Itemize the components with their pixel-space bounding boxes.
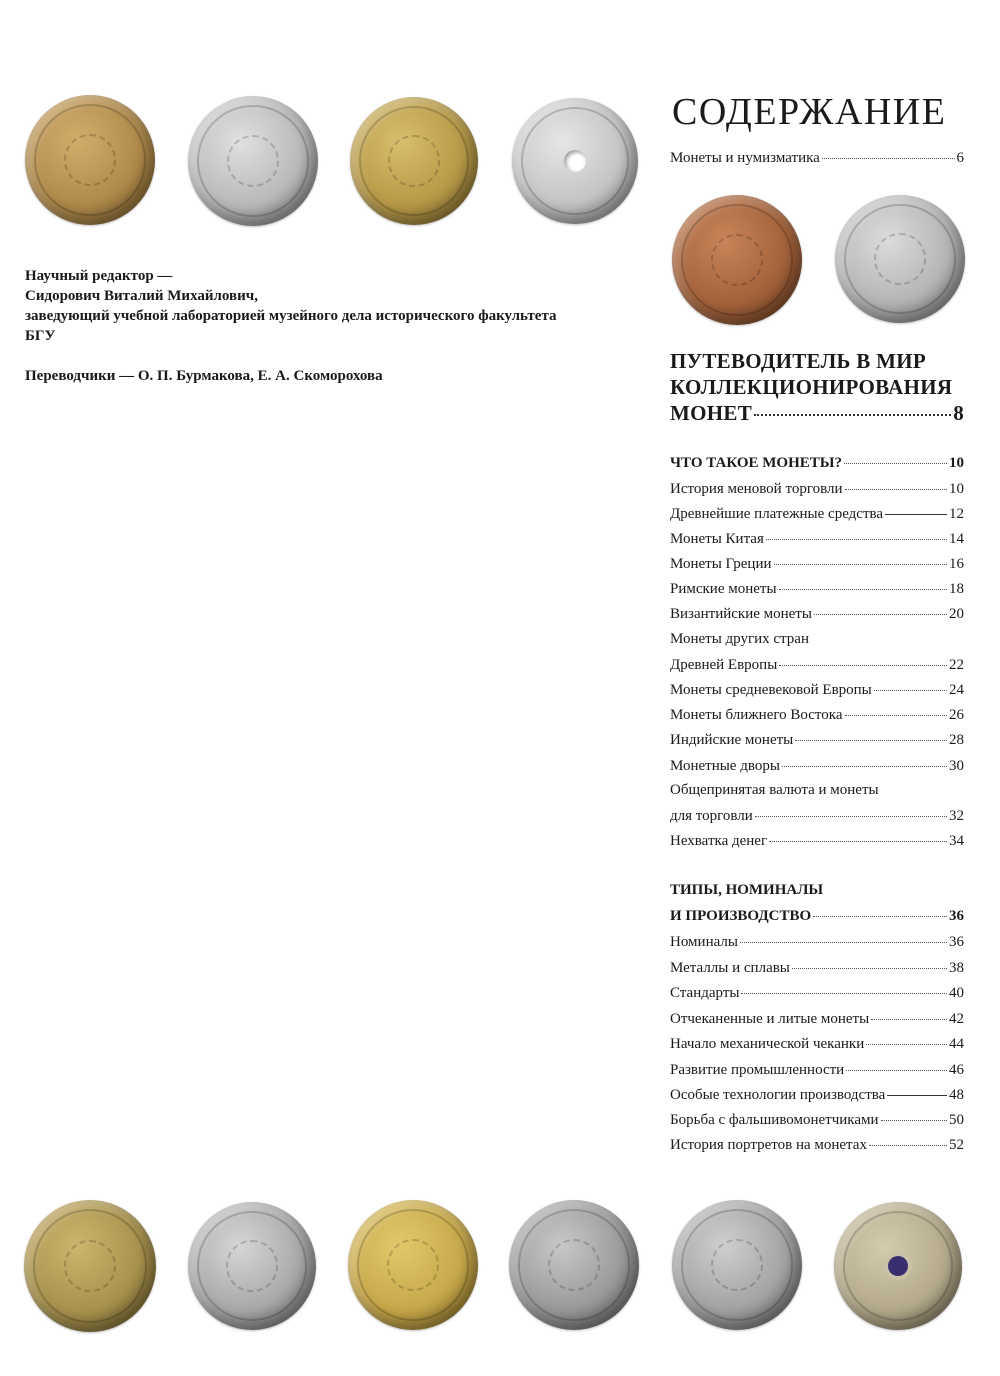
toc-entry[interactable] <box>670 731 964 753</box>
medieval-cross-coin <box>672 1200 802 1330</box>
toc-entry-label: Монетные дворы <box>670 758 780 774</box>
toc-entry[interactable] <box>670 530 964 552</box>
leader-dots <box>813 904 947 917</box>
toc-section2-heading[interactable] <box>670 907 964 929</box>
toc-entry-page: 26 <box>949 707 964 723</box>
part-page: 8 <box>953 401 964 425</box>
credits-block <box>25 266 645 386</box>
toc-entry-page: 42 <box>949 1011 964 1027</box>
editor-position: заведующий учебной лабораторией музейного дела исторического факультета <box>25 308 557 324</box>
leader-dots <box>874 678 947 691</box>
toc-entry[interactable] <box>670 631 964 653</box>
toc-entry-page: 38 <box>949 960 964 976</box>
toc-entry-label: Начало механической чеканки <box>670 1036 865 1052</box>
toc-entry-page: 12 <box>949 506 964 522</box>
leader-dots <box>866 1032 947 1045</box>
toc-entry-page: 18 <box>949 581 964 597</box>
toc-entry[interactable] <box>670 580 964 602</box>
leader-dots <box>779 653 947 666</box>
bermuda-crown-coin <box>188 96 318 226</box>
leader-dots <box>845 703 948 716</box>
toc-entry-label: Металлы и сплавы <box>670 960 790 976</box>
toc-entry-label: Борьба с фальшивомонетчиками <box>670 1112 879 1128</box>
toc-entry-label: История меновой торговли <box>670 481 843 497</box>
leader-dots <box>822 146 955 159</box>
toc-entry[interactable] <box>670 555 964 577</box>
toc-entry[interactable] <box>670 681 964 703</box>
toc-entry[interactable] <box>670 1035 964 1057</box>
leader-dots <box>766 527 947 540</box>
toc-entry[interactable] <box>670 933 964 955</box>
gold-shield-coin <box>350 97 478 225</box>
section-page: 36 <box>949 908 964 924</box>
toc-entry-label: Монеты средневековой Европы <box>670 682 872 698</box>
toc-entry-page: 20 <box>949 606 964 622</box>
section-page: 10 <box>949 455 964 471</box>
leader-dots <box>871 1007 947 1020</box>
toc-entry-label: для торговли <box>670 808 753 824</box>
seated-figure-coin <box>188 1202 316 1330</box>
toc-entry-label: Отчеканенные и литые монеты <box>670 1011 870 1027</box>
toc-entry-label: Византийские монеты <box>670 606 812 622</box>
toc-entry-intro[interactable] <box>670 149 964 171</box>
toc-title: СОДЕРЖАНИЕ <box>672 91 947 133</box>
newfoundland-cent-coin <box>25 95 155 225</box>
toc-entry-page: 40 <box>949 985 964 1001</box>
toc-entry-label: Номиналы <box>670 934 738 950</box>
toc-entry-page: 32 <box>949 808 964 824</box>
button-center-coin <box>834 1202 962 1330</box>
toc-entry[interactable] <box>670 1086 964 1108</box>
leader-dots <box>769 829 947 842</box>
toc-entry-page: 50 <box>949 1112 964 1128</box>
section-title: ЧТО ТАКОЕ МОНЕТЫ? <box>670 455 842 471</box>
toc-entry-label: Римские монеты <box>670 581 777 597</box>
toc-entry[interactable] <box>670 782 964 804</box>
part-line-3: МОНЕТ <box>670 401 753 425</box>
leader-dots <box>845 477 948 490</box>
leader-dots <box>814 602 947 615</box>
toc-entry-label: Монеты Китая <box>670 531 764 547</box>
toc-entry-page: 28 <box>949 732 964 748</box>
leader-dots <box>740 930 947 943</box>
toc-entry[interactable] <box>670 1061 964 1083</box>
leader-dots <box>887 1083 947 1096</box>
toc-entry-page: 36 <box>949 934 964 950</box>
leader-dots <box>755 804 947 817</box>
toc-entry-page: 16 <box>949 556 964 572</box>
toc-entry[interactable] <box>670 959 964 981</box>
toc-entry-label: Монеты других стран <box>670 631 809 647</box>
toc-entry-label: Древней Европы <box>670 657 778 673</box>
toc-entry-label: Древнейшие платежные средства <box>670 506 884 522</box>
southern-rhodesia-coin <box>509 1200 639 1330</box>
toc-entry[interactable] <box>670 757 964 779</box>
toc-entry-page: 22 <box>949 657 964 673</box>
toc-entry-label: Индийские монеты <box>670 732 794 748</box>
leader-dots <box>792 956 947 969</box>
leader-dots <box>754 400 951 416</box>
toc-section2-heading-line1[interactable] <box>670 882 964 904</box>
toc-entry[interactable] <box>670 1111 964 1133</box>
part-line-2: КОЛЛЕКЦИОНИРОВАНИЯ <box>670 375 953 399</box>
leader-dots <box>885 502 947 515</box>
editor-name: Сидорович Виталий Михайлович, <box>25 288 259 304</box>
toc-entry-page: 44 <box>949 1036 964 1052</box>
section-title: ТИПЫ, НОМИНАЛЫ <box>670 882 824 898</box>
translators: Переводчики — О. П. Бурмакова, Е. А. Скоморохова <box>25 368 383 384</box>
toc-entry[interactable] <box>670 656 964 678</box>
part-line-1: ПУТЕВОДИТЕЛЬ В МИР <box>670 349 926 373</box>
leader-dots <box>774 552 948 565</box>
toc-entry-label: Нехватка денег <box>670 833 768 849</box>
toc-entry-page: 48 <box>949 1087 964 1103</box>
leader-dots <box>782 754 947 767</box>
toc-entry-page: 14 <box>949 531 964 547</box>
toc-entry[interactable] <box>670 605 964 627</box>
editor-org: БГУ <box>25 328 56 344</box>
toc-entry-label: Стандарты <box>670 985 740 1001</box>
leader-dots <box>741 981 947 994</box>
toc-entry-page: 10 <box>949 481 964 497</box>
toc-entry-label: Особые технологии производства <box>670 1087 886 1103</box>
toc-entry-label: Общепринятая валюта и монеты <box>670 782 879 798</box>
section-title: И ПРОИЗВОДСТВО <box>670 908 812 924</box>
toc-entry-page: 52 <box>949 1137 964 1153</box>
toc-section-heading[interactable] <box>670 454 964 476</box>
leader-dots <box>846 1058 947 1071</box>
toc-entry-page: 24 <box>949 682 964 698</box>
toc-entry[interactable] <box>670 807 964 829</box>
editor-label: Научный редактор — <box>25 268 173 284</box>
toc-entry-label: Монеты Греции <box>670 556 772 572</box>
polynesie-francaise-coin <box>835 195 965 323</box>
toc-entry-label: Монеты и нумизматика <box>670 150 820 166</box>
leader-dots <box>844 451 947 464</box>
toc-entry[interactable] <box>670 1136 964 1158</box>
toc-entry[interactable] <box>670 832 964 854</box>
toc-entry-page: 30 <box>949 758 964 774</box>
toc-entry-label: История портретов на монетах <box>670 1137 867 1153</box>
toc-part-heading[interactable] <box>670 348 964 426</box>
leader-dots <box>779 577 947 590</box>
toc-entry[interactable] <box>670 1010 964 1032</box>
ceska-republika-coin <box>348 1200 478 1330</box>
toc-entry-page: 46 <box>949 1062 964 1078</box>
toc-entry-label: Монеты ближнего Востока <box>670 707 843 723</box>
holed-crown-coin <box>512 98 638 224</box>
leader-dots <box>881 1108 947 1121</box>
toc-entry-page: 6 <box>956 150 964 166</box>
toc-entry[interactable] <box>670 480 964 502</box>
toc-entry[interactable] <box>670 984 964 1006</box>
toc-entry[interactable] <box>670 706 964 728</box>
toc-entry-page: 34 <box>949 833 964 849</box>
toc-entry[interactable] <box>670 505 964 527</box>
australia-half-penny-coin <box>672 195 802 325</box>
leader-dots <box>869 1133 947 1146</box>
leader-dots <box>795 728 947 741</box>
claim-of-right-coin <box>24 1200 156 1332</box>
toc-entry-label: Развитие промышленности <box>670 1062 845 1078</box>
